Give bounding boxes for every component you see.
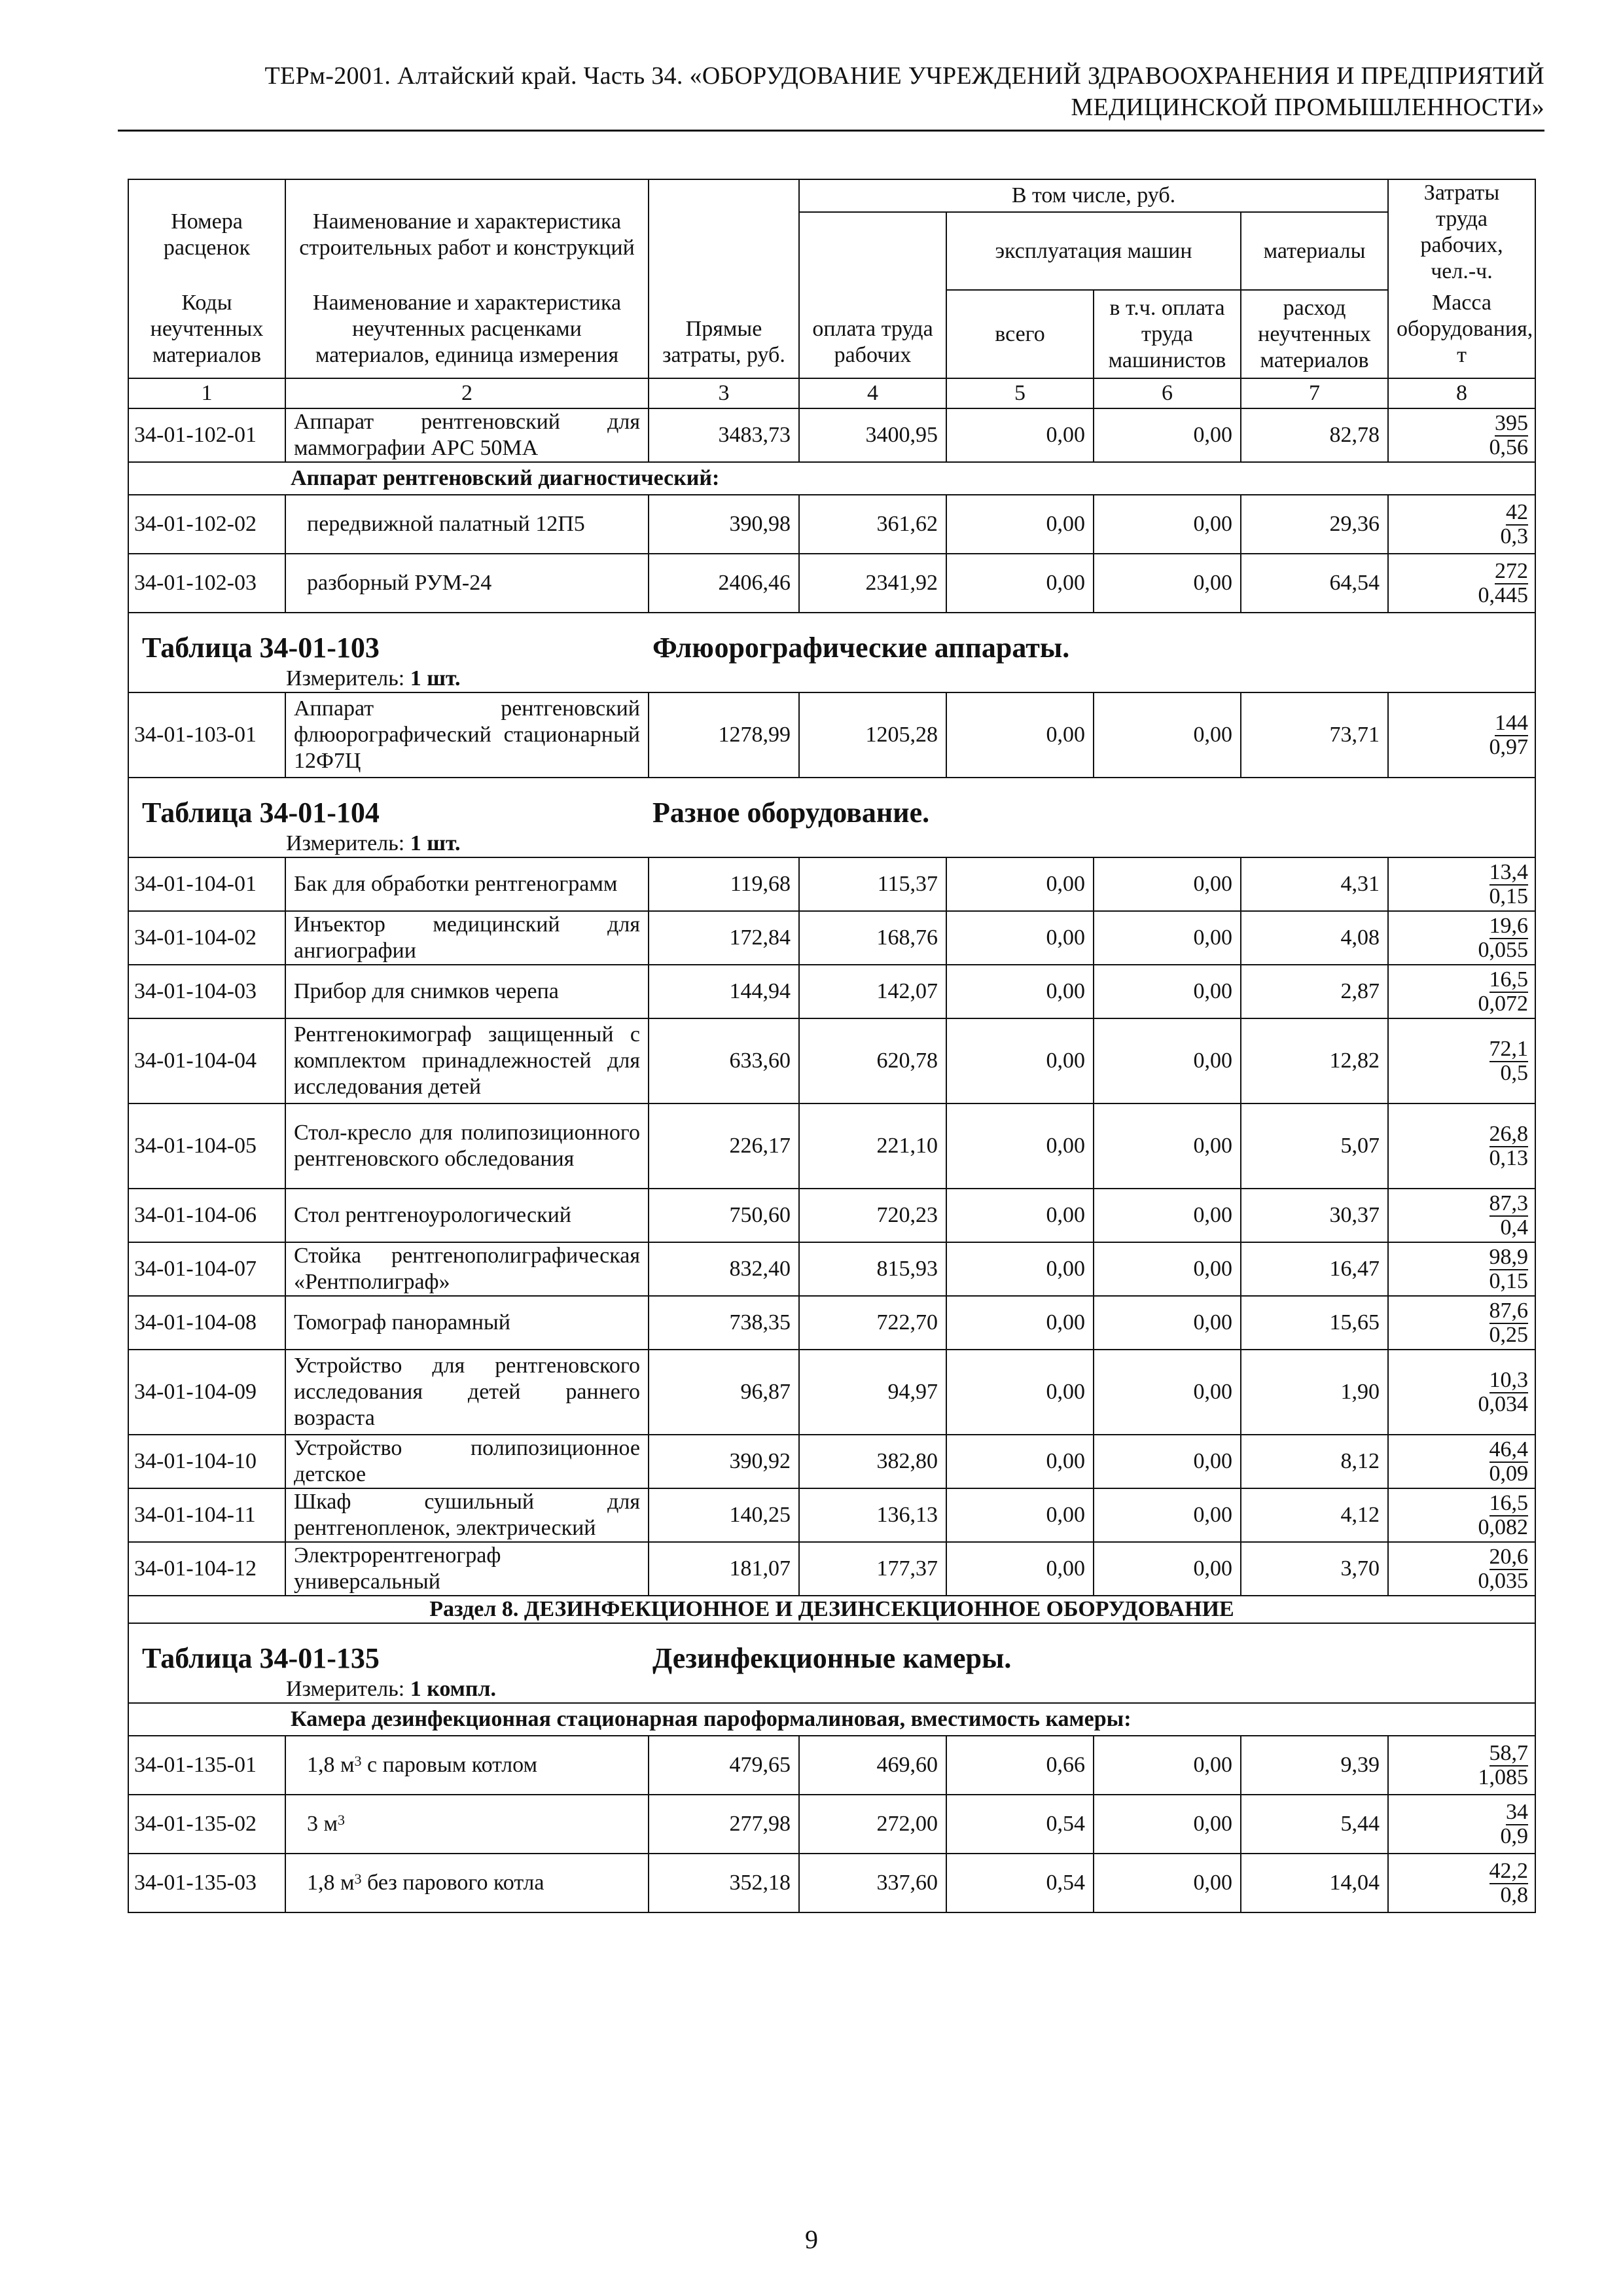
- rate-name: Рентгенокимограф защищенный с комплектом принадлежностей для исследования детей: [285, 1018, 649, 1103]
- machinist-pay: 0,00: [1094, 857, 1241, 911]
- machines-total: 0,00: [946, 1018, 1094, 1103]
- table-section-heading: [128, 778, 1535, 857]
- measure-label: Измеритель:: [286, 831, 405, 855]
- table-row: [128, 495, 1535, 554]
- equipment-mass: 0,09: [1489, 1461, 1528, 1486]
- th-machinist-pay: в т.ч. оплата труда машинистов: [1094, 290, 1241, 378]
- labor-and-mass: [1388, 495, 1535, 554]
- subheading-spacer: [128, 462, 285, 495]
- table-title-line: [129, 1624, 1535, 1676]
- equipment-mass: 0,445: [1478, 583, 1528, 607]
- table-number: Таблица 34-01-104: [142, 797, 380, 829]
- direct-cost: 1278,99: [649, 692, 799, 778]
- table-row: [128, 857, 1535, 911]
- labor-and-mass: [1388, 1854, 1535, 1912]
- running-header: [118, 60, 1544, 123]
- th-including: В том числе, руб.: [799, 179, 1388, 212]
- table-number: Таблица 34-01-135: [142, 1642, 380, 1674]
- rate-code: 34-01-104-09: [128, 1350, 285, 1435]
- machines-total: 0,00: [946, 692, 1094, 778]
- direct-cost: 96,87: [649, 1350, 799, 1435]
- worker-pay: 115,37: [799, 857, 946, 911]
- table-number: Таблица 34-01-103: [142, 632, 380, 664]
- materials-cost: 82,78: [1241, 408, 1388, 462]
- rate-name: [285, 1795, 649, 1854]
- rate-name: Бак для обработки рентгенограмм: [285, 857, 649, 911]
- equipment-mass: 0,035: [1478, 1568, 1528, 1593]
- labor-hours: 144: [1495, 710, 1528, 735]
- machinist-pay: 0,00: [1094, 1795, 1241, 1854]
- direct-cost: 479,65: [649, 1736, 799, 1795]
- rate-code: 34-01-135-02: [128, 1795, 285, 1854]
- machinist-pay: 0,00: [1094, 1189, 1241, 1242]
- machines-total: 0,00: [946, 857, 1094, 911]
- table-title: Дезинфекционные камеры.: [652, 1642, 1012, 1674]
- worker-pay: 815,93: [799, 1242, 946, 1296]
- machines-total: 0,00: [946, 1350, 1094, 1435]
- direct-cost: 633,60: [649, 1018, 799, 1103]
- column-number: 5: [946, 378, 1094, 408]
- rate-name: Устройство полипозиционное детское: [285, 1435, 649, 1488]
- machines-total: 0,00: [946, 408, 1094, 462]
- rate-name: передвижной палатный 12П5: [285, 495, 649, 554]
- labor-and-mass: [1388, 1795, 1535, 1854]
- table-row: [128, 965, 1535, 1018]
- rate-code: 34-01-102-02: [128, 495, 285, 554]
- rate-name: Стол рентгеноурологический: [285, 1189, 649, 1242]
- labor-hours: 395: [1495, 410, 1528, 435]
- running-header-line-1: ТЕРм-2001. Алтайский край. Часть 34. «ОБОРУДОВАНИЕ УЧРЕЖДЕНИЙ ЗДРАВООХРАНЕНИЯ И ПРЕДПРИЯТИЙ: [264, 62, 1544, 90]
- rate-code: 34-01-104-05: [128, 1103, 285, 1189]
- machinist-pay: 0,00: [1094, 1854, 1241, 1912]
- table-row: [128, 1542, 1535, 1596]
- machinist-pay: 0,00: [1094, 965, 1241, 1018]
- worker-pay: 337,60: [799, 1854, 946, 1912]
- column-number: 3: [649, 378, 799, 408]
- rate-name: Прибор для снимков черепа: [285, 965, 649, 1018]
- labor-hours: 34: [1506, 1799, 1528, 1824]
- table-row: [128, 1488, 1535, 1542]
- th-material-names: Наименование и характеристика неучтенных расценками материалов, единица измерения: [285, 290, 649, 378]
- labor-and-mass: [1388, 1103, 1535, 1189]
- equipment-mass: 0,8: [1500, 1882, 1528, 1907]
- group-subheading: Аппарат рентгеновский диагностический:: [285, 462, 1535, 495]
- equipment-mass: 0,56: [1489, 435, 1528, 459]
- rate-name-value: 1,8 м: [307, 1753, 355, 1777]
- column-number: 7: [1241, 378, 1388, 408]
- subheading-spacer: [128, 1703, 285, 1736]
- machinist-pay: 0,00: [1094, 1103, 1241, 1189]
- equipment-mass: 0,25: [1489, 1322, 1528, 1347]
- table-row: [128, 554, 1535, 613]
- direct-cost: 172,84: [649, 911, 799, 965]
- labor-and-mass: [1388, 1018, 1535, 1103]
- rate-name: Электрорентгенограф универсальный: [285, 1542, 649, 1596]
- table-row: [128, 1736, 1535, 1795]
- machines-total: 0,54: [946, 1854, 1094, 1912]
- th-equipment-mass: Масса оборудования, т: [1388, 290, 1535, 378]
- labor-and-mass: [1388, 1296, 1535, 1350]
- cubic-exponent: 3: [338, 1812, 346, 1828]
- machinist-pay: 0,00: [1094, 1018, 1241, 1103]
- direct-cost: 3483,73: [649, 408, 799, 462]
- table-row: [128, 1795, 1535, 1854]
- measure-value: 1 шт.: [410, 831, 461, 855]
- direct-cost: 352,18: [649, 1854, 799, 1912]
- table-section-heading-row: [128, 613, 1535, 692]
- equipment-mass: 0,97: [1489, 734, 1528, 759]
- group-subheading: Камера дезинфекционная стационарная пароформалиновая, вместимость камеры:: [285, 1703, 1535, 1736]
- rate-code: 34-01-104-02: [128, 911, 285, 965]
- labor-hours: 19,6: [1489, 913, 1528, 938]
- labor-and-mass: [1388, 857, 1535, 911]
- machinist-pay: 0,00: [1094, 1350, 1241, 1435]
- th-rate-numbers: Номера расценок: [128, 179, 285, 290]
- worker-pay: 361,62: [799, 495, 946, 554]
- rate-code: 34-01-104-12: [128, 1542, 285, 1596]
- cubic-exponent: 3: [354, 1753, 362, 1769]
- materials-cost: 5,44: [1241, 1795, 1388, 1854]
- machinist-pay: 0,00: [1094, 1488, 1241, 1542]
- machinist-pay: 0,00: [1094, 1435, 1241, 1488]
- direct-cost: 750,60: [649, 1189, 799, 1242]
- column-number: 2: [285, 378, 649, 408]
- rate-name: Инъектор медицинский для ангиографии: [285, 911, 649, 965]
- labor-hours: 10,3: [1489, 1367, 1528, 1392]
- machines-total: 0,00: [946, 911, 1094, 965]
- machines-total: 0,00: [946, 554, 1094, 613]
- th-direct-costs: Прямые затраты, руб.: [649, 179, 799, 378]
- rate-code: 34-01-104-11: [128, 1488, 285, 1542]
- machinist-pay: 0,00: [1094, 408, 1241, 462]
- cubic-exponent: 3: [354, 1871, 362, 1887]
- materials-cost: 12,82: [1241, 1018, 1388, 1103]
- table-row: [128, 1435, 1535, 1488]
- table-title: Флюорографические аппараты.: [652, 632, 1070, 664]
- column-number: 1: [128, 378, 285, 408]
- worker-pay: 2341,92: [799, 554, 946, 613]
- machines-total: 0,00: [946, 1189, 1094, 1242]
- th-work-name: Наименование и характеристика строительных работ и конструкций: [285, 179, 649, 290]
- worker-pay: 177,37: [799, 1542, 946, 1596]
- labor-hours: 58,7: [1489, 1740, 1528, 1765]
- worker-pay: 221,10: [799, 1103, 946, 1189]
- table-row: [128, 692, 1535, 778]
- labor-hours: 98,9: [1489, 1244, 1528, 1269]
- th-worker-pay: оплата труда рабочих: [799, 212, 946, 378]
- materials-cost: 4,12: [1241, 1488, 1388, 1542]
- rate-code: 34-01-104-04: [128, 1018, 285, 1103]
- worker-pay: 469,60: [799, 1736, 946, 1795]
- equipment-mass: 0,4: [1500, 1215, 1528, 1240]
- machinist-pay: 0,00: [1094, 1242, 1241, 1296]
- direct-cost: 738,35: [649, 1296, 799, 1350]
- rate-name: [285, 1854, 649, 1912]
- measure-value: 1 компл.: [410, 1677, 497, 1701]
- equipment-mass: 0,15: [1489, 1268, 1528, 1293]
- machines-total: 0,00: [946, 1542, 1094, 1596]
- machines-total: 0,54: [946, 1795, 1094, 1854]
- worker-pay: 272,00: [799, 1795, 946, 1854]
- machines-total: 0,00: [946, 1435, 1094, 1488]
- rate-code: 34-01-104-07: [128, 1242, 285, 1296]
- equipment-mass: 0,15: [1489, 884, 1528, 908]
- equipment-mass: 0,055: [1478, 937, 1528, 962]
- direct-cost: 390,92: [649, 1435, 799, 1488]
- worker-pay: 382,80: [799, 1435, 946, 1488]
- worker-pay: 3400,95: [799, 408, 946, 462]
- direct-cost: 144,94: [649, 965, 799, 1018]
- rate-code: 34-01-135-03: [128, 1854, 285, 1912]
- rate-code: 34-01-104-08: [128, 1296, 285, 1350]
- labor-hours: 16,5: [1489, 1490, 1528, 1515]
- labor-hours: 13,4: [1489, 859, 1528, 884]
- machines-total: 0,00: [946, 1242, 1094, 1296]
- direct-cost: 2406,46: [649, 554, 799, 613]
- table-row: [128, 1350, 1535, 1435]
- equipment-mass: 1,085: [1478, 1765, 1528, 1789]
- running-header-line-2: МЕДИЦИНСКОЙ ПРОМЫШЛЕННОСТИ»: [1071, 94, 1544, 121]
- labor-and-mass: [1388, 1542, 1535, 1596]
- equipment-mass: 0,3: [1500, 524, 1528, 548]
- rate-name: [285, 1736, 649, 1795]
- th-material-codes: Коды неучтенных материалов: [128, 290, 285, 378]
- machines-total: 0,00: [946, 495, 1094, 554]
- direct-cost: 832,40: [649, 1242, 799, 1296]
- table-section-heading-row: [128, 1623, 1535, 1703]
- measure-label: Измеритель:: [286, 666, 405, 691]
- table-row: [128, 1242, 1535, 1296]
- machines-total: 0,00: [946, 965, 1094, 1018]
- th-unaccounted-materials: расход неучтенных материалов: [1241, 290, 1388, 378]
- materials-cost: 16,47: [1241, 1242, 1388, 1296]
- page-number: 9: [805, 2225, 818, 2254]
- materials-cost: 8,12: [1241, 1435, 1388, 1488]
- table-title-line: [129, 613, 1535, 666]
- table-row: [128, 1018, 1535, 1103]
- table-row: [128, 408, 1535, 462]
- measure-label: Измеритель:: [286, 1677, 405, 1701]
- rate-name-suffix: без парового котла: [361, 1871, 544, 1895]
- labor-and-mass: [1388, 1488, 1535, 1542]
- unit-of-measure: [129, 666, 1535, 692]
- labor-hours: 72,1: [1489, 1036, 1528, 1061]
- worker-pay: 720,23: [799, 1189, 946, 1242]
- labor-and-mass: [1388, 1189, 1535, 1242]
- labor-hours: 42: [1506, 499, 1528, 524]
- direct-cost: 277,98: [649, 1795, 799, 1854]
- materials-cost: 29,36: [1241, 495, 1388, 554]
- labor-and-mass: [1388, 1435, 1535, 1488]
- rate-code: 34-01-103-01: [128, 692, 285, 778]
- column-number: 6: [1094, 378, 1241, 408]
- table-row: [128, 1103, 1535, 1189]
- rate-code: 34-01-104-06: [128, 1189, 285, 1242]
- labor-and-mass: [1388, 1350, 1535, 1435]
- rate-name-value: 3 м: [307, 1812, 338, 1836]
- rate-name: Шкаф сушильный для рентгенопленок, электрический: [285, 1488, 649, 1542]
- rate-name: Устройство для рентгеновского исследования детей раннего возраста: [285, 1350, 649, 1435]
- labor-and-mass: [1388, 1242, 1535, 1296]
- table-row: [128, 1854, 1535, 1912]
- materials-cost: 73,71: [1241, 692, 1388, 778]
- labor-hours: 46,4: [1489, 1437, 1528, 1462]
- th-machines-total: всего: [946, 290, 1094, 378]
- direct-cost: 390,98: [649, 495, 799, 554]
- materials-cost: 4,08: [1241, 911, 1388, 965]
- equipment-mass: 0,034: [1478, 1391, 1528, 1416]
- th-materials: материалы: [1241, 212, 1388, 290]
- worker-pay: 136,13: [799, 1488, 946, 1542]
- machinist-pay: 0,00: [1094, 1296, 1241, 1350]
- equipment-mass: 0,13: [1489, 1145, 1528, 1170]
- equipment-mass: 0,5: [1500, 1060, 1528, 1085]
- materials-cost: 15,65: [1241, 1296, 1388, 1350]
- table-section-heading: [128, 613, 1535, 692]
- measure-value: 1 шт.: [410, 666, 461, 691]
- machinist-pay: 0,00: [1094, 495, 1241, 554]
- labor-hours: 26,8: [1489, 1121, 1528, 1146]
- materials-cost: 14,04: [1241, 1854, 1388, 1912]
- rate-code: 34-01-104-10: [128, 1435, 285, 1488]
- rates-table-body: [128, 179, 1535, 1912]
- machinist-pay: 0,00: [1094, 911, 1241, 965]
- column-numbers-row: [128, 378, 1535, 408]
- table-title-line: [129, 778, 1535, 831]
- group-subheading-row: [128, 462, 1535, 495]
- labor-and-mass: [1388, 911, 1535, 965]
- worker-pay: 142,07: [799, 965, 946, 1018]
- th-machines: эксплуатация машин: [946, 212, 1241, 290]
- materials-cost: 64,54: [1241, 554, 1388, 613]
- worker-pay: 722,70: [799, 1296, 946, 1350]
- rate-code: 34-01-104-03: [128, 965, 285, 1018]
- unit-of-measure: [129, 1676, 1535, 1702]
- equipment-mass: 0,072: [1478, 991, 1528, 1016]
- direct-cost: 119,68: [649, 857, 799, 911]
- labor-hours: 87,3: [1489, 1191, 1528, 1215]
- labor-and-mass: [1388, 692, 1535, 778]
- th-labor-hours: Затраты труда рабочих, чел.-ч.: [1388, 179, 1535, 290]
- rate-name: Томограф панорамный: [285, 1296, 649, 1350]
- header-divider: [118, 130, 1544, 132]
- table-row: [128, 911, 1535, 965]
- unit-of-measure: [129, 831, 1535, 857]
- section-heading: Раздел 8. ДЕЗИНФЕКЦИОННОЕ И ДЕЗИНСЕКЦИОННОЕ ОБОРУДОВАНИЕ: [128, 1596, 1535, 1623]
- rates-table: [128, 179, 1536, 1913]
- materials-cost: 1,90: [1241, 1350, 1388, 1435]
- materials-cost: 3,70: [1241, 1542, 1388, 1596]
- rate-name-value: 1,8 м: [307, 1871, 355, 1895]
- group-subheading-row: [128, 1703, 1535, 1736]
- table-row: [128, 1296, 1535, 1350]
- machines-total: 0,00: [946, 1103, 1094, 1189]
- rate-code: 34-01-135-01: [128, 1736, 285, 1795]
- materials-cost: 4,31: [1241, 857, 1388, 911]
- machinist-pay: 0,00: [1094, 1542, 1241, 1596]
- rate-code: 34-01-102-01: [128, 408, 285, 462]
- worker-pay: 94,97: [799, 1350, 946, 1435]
- worker-pay: 620,78: [799, 1018, 946, 1103]
- materials-cost: 5,07: [1241, 1103, 1388, 1189]
- equipment-mass: 0,9: [1500, 1823, 1528, 1848]
- column-number: 8: [1388, 378, 1535, 408]
- worker-pay: 168,76: [799, 911, 946, 965]
- machines-total: 0,66: [946, 1736, 1094, 1795]
- machines-total: 0,00: [946, 1488, 1094, 1542]
- rate-name: Аппарат рентгеновский флюорографический стационарный 12Ф7Ц: [285, 692, 649, 778]
- table-section-heading-row: [128, 778, 1535, 857]
- machinist-pay: 0,00: [1094, 1736, 1241, 1795]
- materials-cost: 2,87: [1241, 965, 1388, 1018]
- rate-code: 34-01-104-01: [128, 857, 285, 911]
- equipment-mass: 0,082: [1478, 1515, 1528, 1539]
- labor-hours: 87,6: [1489, 1298, 1528, 1323]
- machines-total: 0,00: [946, 1296, 1094, 1350]
- rate-name: Стойка рентгенополиграфическая «Рентполиграф»: [285, 1242, 649, 1296]
- column-number: 4: [799, 378, 946, 408]
- machinist-pay: 0,00: [1094, 692, 1241, 778]
- direct-cost: 226,17: [649, 1103, 799, 1189]
- direct-cost: 181,07: [649, 1542, 799, 1596]
- materials-cost: 30,37: [1241, 1189, 1388, 1242]
- table-title: Разное оборудование.: [652, 797, 930, 829]
- rate-code: 34-01-102-03: [128, 554, 285, 613]
- rate-name: Стол-кресло для полипозиционного рентгеновского обследования: [285, 1103, 649, 1189]
- labor-hours: 20,6: [1489, 1544, 1528, 1569]
- labor-hours: 16,5: [1489, 967, 1528, 992]
- labor-hours: 272: [1495, 558, 1528, 583]
- rate-name: Аппарат рентгеновский для маммографии АРС 50МА: [285, 408, 649, 462]
- worker-pay: 1205,28: [799, 692, 946, 778]
- materials-cost: 9,39: [1241, 1736, 1388, 1795]
- section-heading-row: [128, 1596, 1535, 1623]
- labor-and-mass: [1388, 965, 1535, 1018]
- table-section-heading: [128, 1623, 1535, 1703]
- direct-cost: 140,25: [649, 1488, 799, 1542]
- table-row: [128, 1189, 1535, 1242]
- labor-and-mass: [1388, 1736, 1535, 1795]
- labor-and-mass: [1388, 408, 1535, 462]
- rate-name: разборный РУМ-24: [285, 554, 649, 613]
- labor-and-mass: [1388, 554, 1535, 613]
- machinist-pay: 0,00: [1094, 554, 1241, 613]
- labor-hours: 42,2: [1489, 1858, 1528, 1883]
- rate-name-suffix: с паровым котлом: [361, 1753, 537, 1777]
